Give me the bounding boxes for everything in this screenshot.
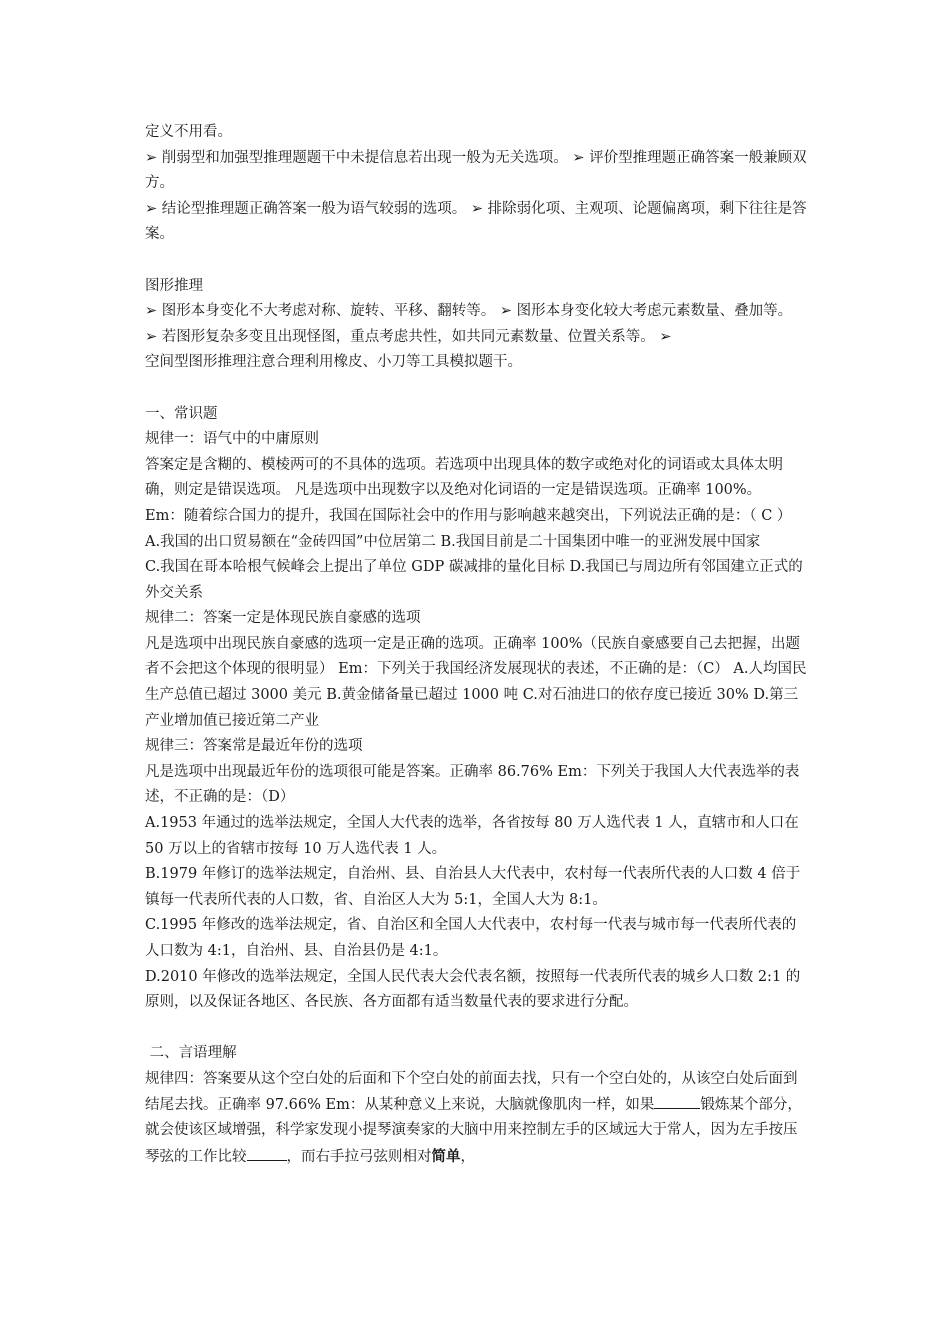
paragraph: 空间型图形推理注意合理利用橡皮、小刀等工具模拟题干。 [145,354,522,371]
spacer [145,248,810,274]
document-body [145,120,810,1170]
option-d: D.2010 年修改的选举法规定，全国人民代表大会代表名额，按照每一代表所代表的城乡人口数 2:1 的原则，以及保证各地区、各民族、各方面都有适当数量代表的要求进行分配。 [145,968,801,1011]
spacer [145,376,810,402]
bullet-paragraph: ➢ 削弱型和加强型推理题题干中未提信息若出现一般为无关选项。 ➢ 评价型推理题正确答案一般兼顾双方。 [145,149,807,192]
text-run: ， [460,1148,475,1165]
blank-line [247,1146,287,1161]
paragraph: 凡是选项中出现民族自豪感的选项一定是正确的选项。正确率 100%（民族自豪感要自己去把握，出题者不会把这个体现的很明显） Em：下列关于我国经济发展现状的表述，不正确的是：（C） A.人均国民生产总值已超过 3000 美元 B.黄金储备量已超过 1000 吨 C.对石油进口的依存度已接近 30% D.第三产业增加值已接近第二产业 [145,635,807,729]
bold-text-run: 简单 [431,1147,461,1165]
rule-paragraph [145,1067,810,1170]
rule-heading: 规律二：答案一定是体现民族自豪感的选项 [145,610,421,627]
blank-line [654,1094,700,1109]
text-run: 规律四：答案要从这个空白处的后面和下个空白处的前面去找，只有一个空白处的，从该空白处后面到结尾去找。正确率 97.66% Em：从某种意义上来说，大脑就像肌肉一样，如果 [145,1070,798,1113]
bullet-paragraph: ➢ 图形本身变化不大考虑对称、旋转、平移、翻转等。 ➢ 图形本身变化较大考虑元素数量、叠加等。 [145,303,793,320]
rule-heading: 规律一：语气中的中庸原则 [145,431,319,448]
option-b: B.1979 年修订的选举法规定，自治州、县、自治县人大代表中，农村每一代表所代表的人口数 4 倍于镇每一代表所代表的人口数，省、自治区人大为 5:1，全国人大为 8:1。 [145,866,801,908]
example-paragraph: Em：随着综合国力的提升，我国在国际社会中的作用与影响越来越突出，下列说法正确的是：（ C ） A.我国的出口贸易额在“金砖四国”中位居第二 B.我国目前是二十国集团中唯一的亚洲发展中国家 [145,507,797,550]
rule-heading: 规律三：答案常是最近年份的选项 [145,738,363,755]
text-run: ，而右手拉弓弦则相对 [286,1148,432,1165]
text-run: 锻炼某个部分，就会使该区域增强，科学家发现小提琴演奏家的大脑中用来控制左手的区域远大于常人，因为左手按压琴弦的工作比较 [145,1096,802,1165]
bullet-paragraph: ➢ 若图形复杂多变且出现怪图，重点考虑共性，如共同元素数量、位置关系等。 ➢ [145,328,672,345]
bullet-paragraph: ➢ 结论型推理题正确答案一般为语气较弱的选项。 ➢ 排除弱化项、主观项、论题偏离项，剩下往往是答案。 [145,200,807,243]
paragraph: 答案定是含糊的、模棱两可的不具体的选项。若选项中出现具体的数字或绝对化的词语或太具体太明确，则定是错误选项。 凡是选项中出现数字以及绝对化词语的一定是错误选项。正确率 100%。 [145,456,783,499]
section-heading: 二、言语理解 [145,1045,237,1062]
paragraph: 定义不用看。 [145,124,232,140]
option-c: C.1995 年修改的选举法规定，省、自治区和全国人大代表中，农村每一代表与城市每一代表所代表的人口数为 4:1，自治州、县、自治县仍是 4:1。 [145,917,797,959]
option-a: A.1953 年通过的选举法规定，全国人大代表的选举，各省按每 80 万人选代表 1 人，直辖市和人口在 50 万以上的省辖市按每 10 万人选代表 1 人。 [145,815,804,857]
section-heading: 图形推理 [145,277,203,294]
section-heading: 一、常识题 [145,405,218,422]
spacer [145,1016,810,1042]
example-options: C.我国在哥本哈根气候峰会上提出了单位 GDP 碳减排的量化目标 D.我国已与周边所有邻国建立正式的外交关系 [145,559,803,601]
paragraph: 凡是选项中出现最近年份的选项很可能是答案。正确率 86.76% Em：下列关于我国人大代表选举的表述，不正确的是：（D） [145,763,800,806]
